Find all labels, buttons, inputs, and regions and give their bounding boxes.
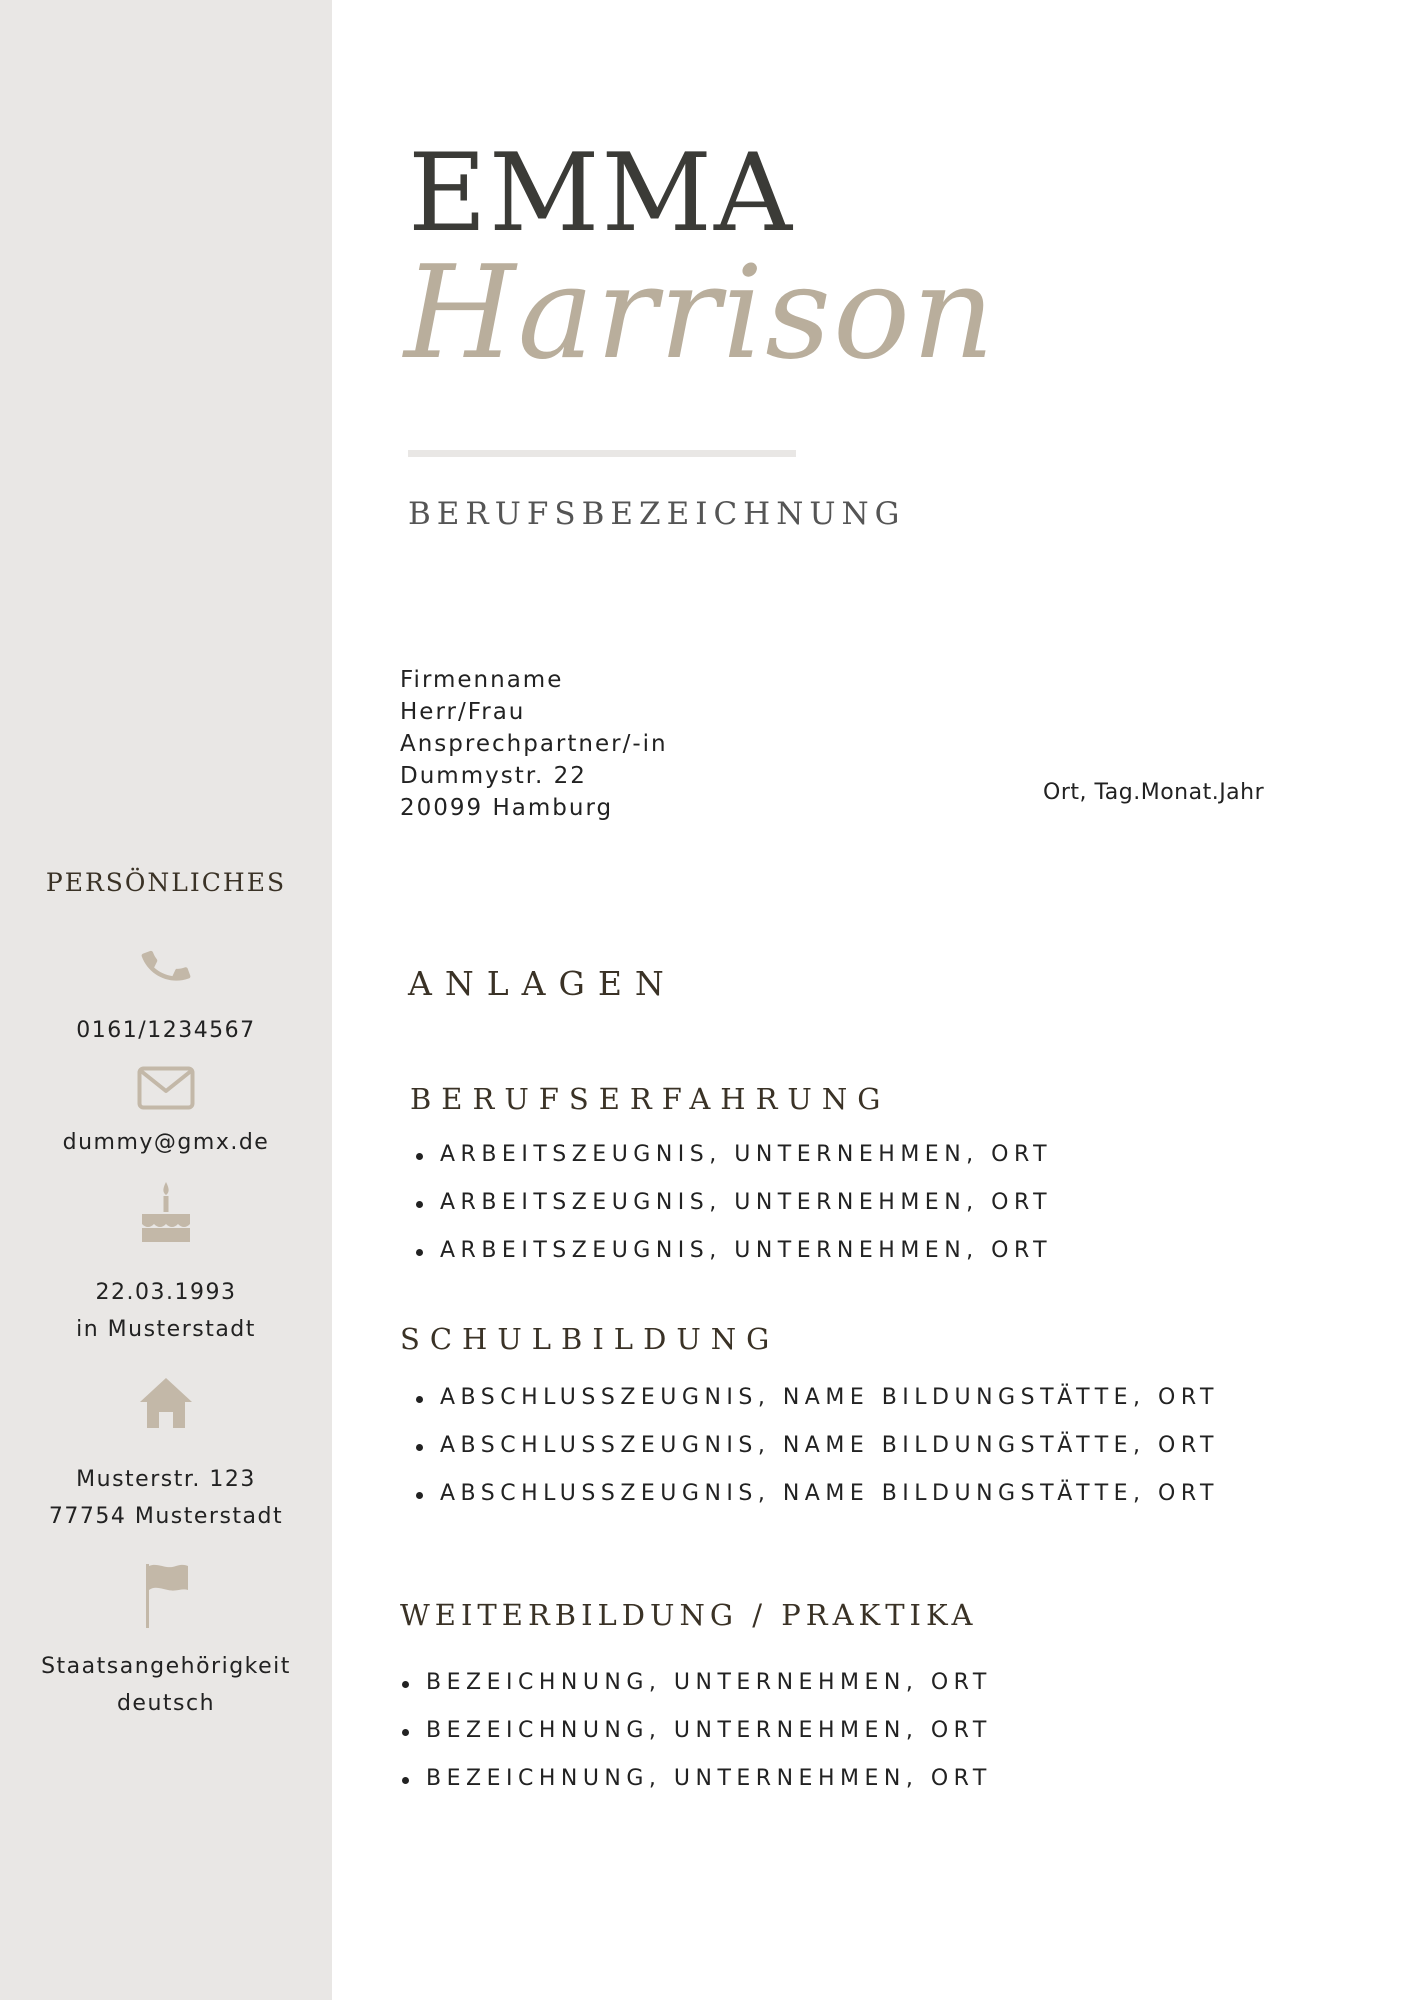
address-city: 77754 Musterstadt [48, 1504, 284, 1529]
recipient-salutation: Herr/Frau [400, 699, 526, 725]
education-list [414, 1374, 1219, 1518]
address [0, 1461, 332, 1535]
list-item: BEZEICHNUNG, UNTERNEHMEN, ORT [400, 1755, 992, 1803]
birth-place: in Musterstadt [76, 1317, 256, 1342]
section-heading-training: WEITERBILDUNG / PRAKTIKA [400, 1598, 978, 1632]
list-item: ABSCHLUSSZEUGNIS, NAME BILDUNGSTÄTTE, ORT [414, 1470, 1219, 1518]
phone-text: 0161/1234567 [76, 1018, 256, 1043]
attachments-title: ANLAGEN [408, 964, 677, 1003]
list-item: BEZEICHNUNG, UNTERNEHMEN, ORT [400, 1707, 992, 1755]
personal-heading: PERSÖNLICHES [45, 868, 287, 897]
job-title: BERUFSBEZEICHNUNG [408, 496, 906, 532]
recipient-company: Firmenname [400, 667, 564, 693]
last-name: Harrison [404, 239, 997, 388]
section-heading-education: SCHULBILDUNG [400, 1322, 780, 1356]
section-heading-experience: BERUFSERFAHRUNG [410, 1082, 891, 1116]
email-address [0, 1124, 332, 1161]
birth-info [0, 1274, 332, 1348]
name-divider [408, 450, 796, 457]
experience-list [414, 1131, 1052, 1275]
recipient-city: 20099 Hamburg [400, 795, 614, 821]
list-item: ABSCHLUSSZEUGNIS, NAME BILDUNGSTÄTTE, ORT [414, 1422, 1219, 1470]
birth-date: 22.03.1993 [95, 1280, 237, 1305]
recipient-contact: Ansprechpartner/-in [400, 731, 668, 757]
phone-icon [0, 940, 332, 996]
training-list [400, 1659, 992, 1803]
recipient-address [400, 664, 668, 824]
list-item: BEZEICHNUNG, UNTERNEHMEN, ORT [400, 1659, 992, 1707]
house-icon [0, 1376, 332, 1434]
list-item: ARBEITSZEUGNIS, UNTERNEHMEN, ORT [414, 1179, 1052, 1227]
recipient-street: Dummystr. 22 [400, 763, 587, 789]
first-name: EMMA [408, 131, 794, 256]
nationality [0, 1648, 332, 1722]
flag-icon [0, 1560, 332, 1634]
letter-date: Ort, Tag.Monat.Jahr [1043, 780, 1265, 805]
list-item: ABSCHLUSSZEUGNIS, NAME BILDUNGSTÄTTE, ORT [414, 1374, 1219, 1422]
envelope-icon [0, 1066, 332, 1114]
nationality-label: Staatsangehörigkeit [41, 1654, 291, 1679]
birthday-cake-icon [0, 1180, 332, 1250]
phone-number [0, 1012, 332, 1049]
nationality-value: deutsch [116, 1691, 216, 1716]
address-street: Musterstr. 123 [76, 1467, 256, 1492]
email-text: dummy@gmx.de [62, 1130, 270, 1155]
list-item: ARBEITSZEUGNIS, UNTERNEHMEN, ORT [414, 1227, 1052, 1275]
list-item: ARBEITSZEUGNIS, UNTERNEHMEN, ORT [414, 1131, 1052, 1179]
